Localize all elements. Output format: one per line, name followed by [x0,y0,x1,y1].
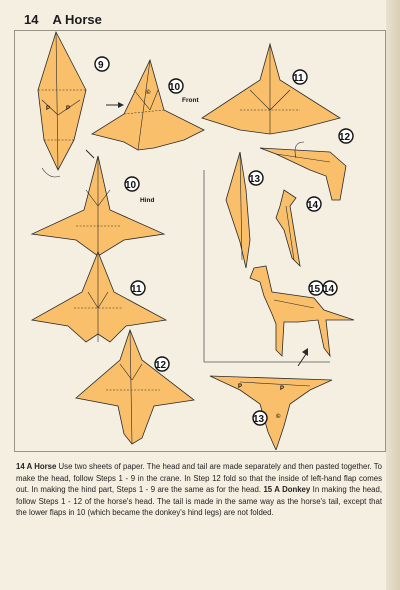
step-11-hind-figure [32,252,166,342]
step-badge-13 [249,171,263,185]
caption-text [16,461,382,519]
svg-text:14: 14 [323,284,335,295]
caption-donkey-text: In making the head, follow Steps 1 - 12 of the horse's head. The tail is made in the same way as the horse's tail, except that the lower flaps in 10 (which became the donkey's hind legs) are not folded. [16,485,382,518]
step-10-hind-figure [32,156,164,256]
svg-text:9: 9 [98,60,104,71]
front-label: Front [182,97,199,104]
step-badge-12 [339,129,353,143]
hind-label: Hind [140,197,155,204]
svg-text:P: P [280,386,285,392]
svg-text:10: 10 [125,180,137,191]
step-13-figure [226,152,250,268]
step-badge-13-tail [253,411,267,425]
svg-text:13: 13 [253,414,265,425]
step-badge-9 [95,57,109,71]
svg-text:©: © [276,414,281,420]
section-title: A Horse [52,12,102,27]
svg-text:P: P [46,106,51,112]
svg-text:©: © [146,90,151,96]
step-12-figure [260,142,346,200]
step-badge-10-front [169,79,183,93]
step-badge-14 [307,197,321,211]
svg-text:11: 11 [293,73,304,84]
caption-donkey-title: 15 A Donkey [263,485,311,495]
step-14-figure [276,190,300,266]
step-12-hind-figure [76,330,194,444]
step-badge-10-hind [125,177,139,191]
step-badge-11-hind [131,281,145,295]
svg-text:P: P [66,106,71,112]
svg-text:P: P [238,384,243,390]
caption-horse-text: Use two sheets of paper. The head and tail are made separately and then pasted together. To make the head, follow Steps 1 - 9 in the crane. In Step 12 fold so that the inside of left-hand flap comes out. In making the hind part, Steps 1 - 9 are the same as for the head. [16,462,382,495]
step-9-figure [38,32,86,177]
svg-text:15: 15 [309,284,321,295]
step-badge-15 [309,281,323,295]
step-badge-14b [323,281,337,295]
arrow-icon-3 [298,354,306,366]
svg-text:13: 13 [249,174,261,185]
svg-text:12: 12 [155,360,167,371]
step-11-figure [202,44,340,134]
step-badge-11 [293,70,307,84]
svg-text:11: 11 [131,284,142,295]
step-13-tail-figure [210,376,332,450]
caption-horse-title: 14 A Horse [16,462,57,471]
step-badge-12-hind [155,357,169,371]
page-header [24,12,102,27]
svg-text:12: 12 [339,132,351,143]
arrow-icon-2 [86,150,94,158]
svg-text:14: 14 [307,200,319,211]
section-number: 14 [24,12,39,27]
svg-text:10: 10 [169,82,181,93]
arrow-head-icon [118,102,124,108]
page-spine-shadow [386,0,400,590]
horse-figure [250,266,354,356]
origami-diagram [14,30,384,450]
